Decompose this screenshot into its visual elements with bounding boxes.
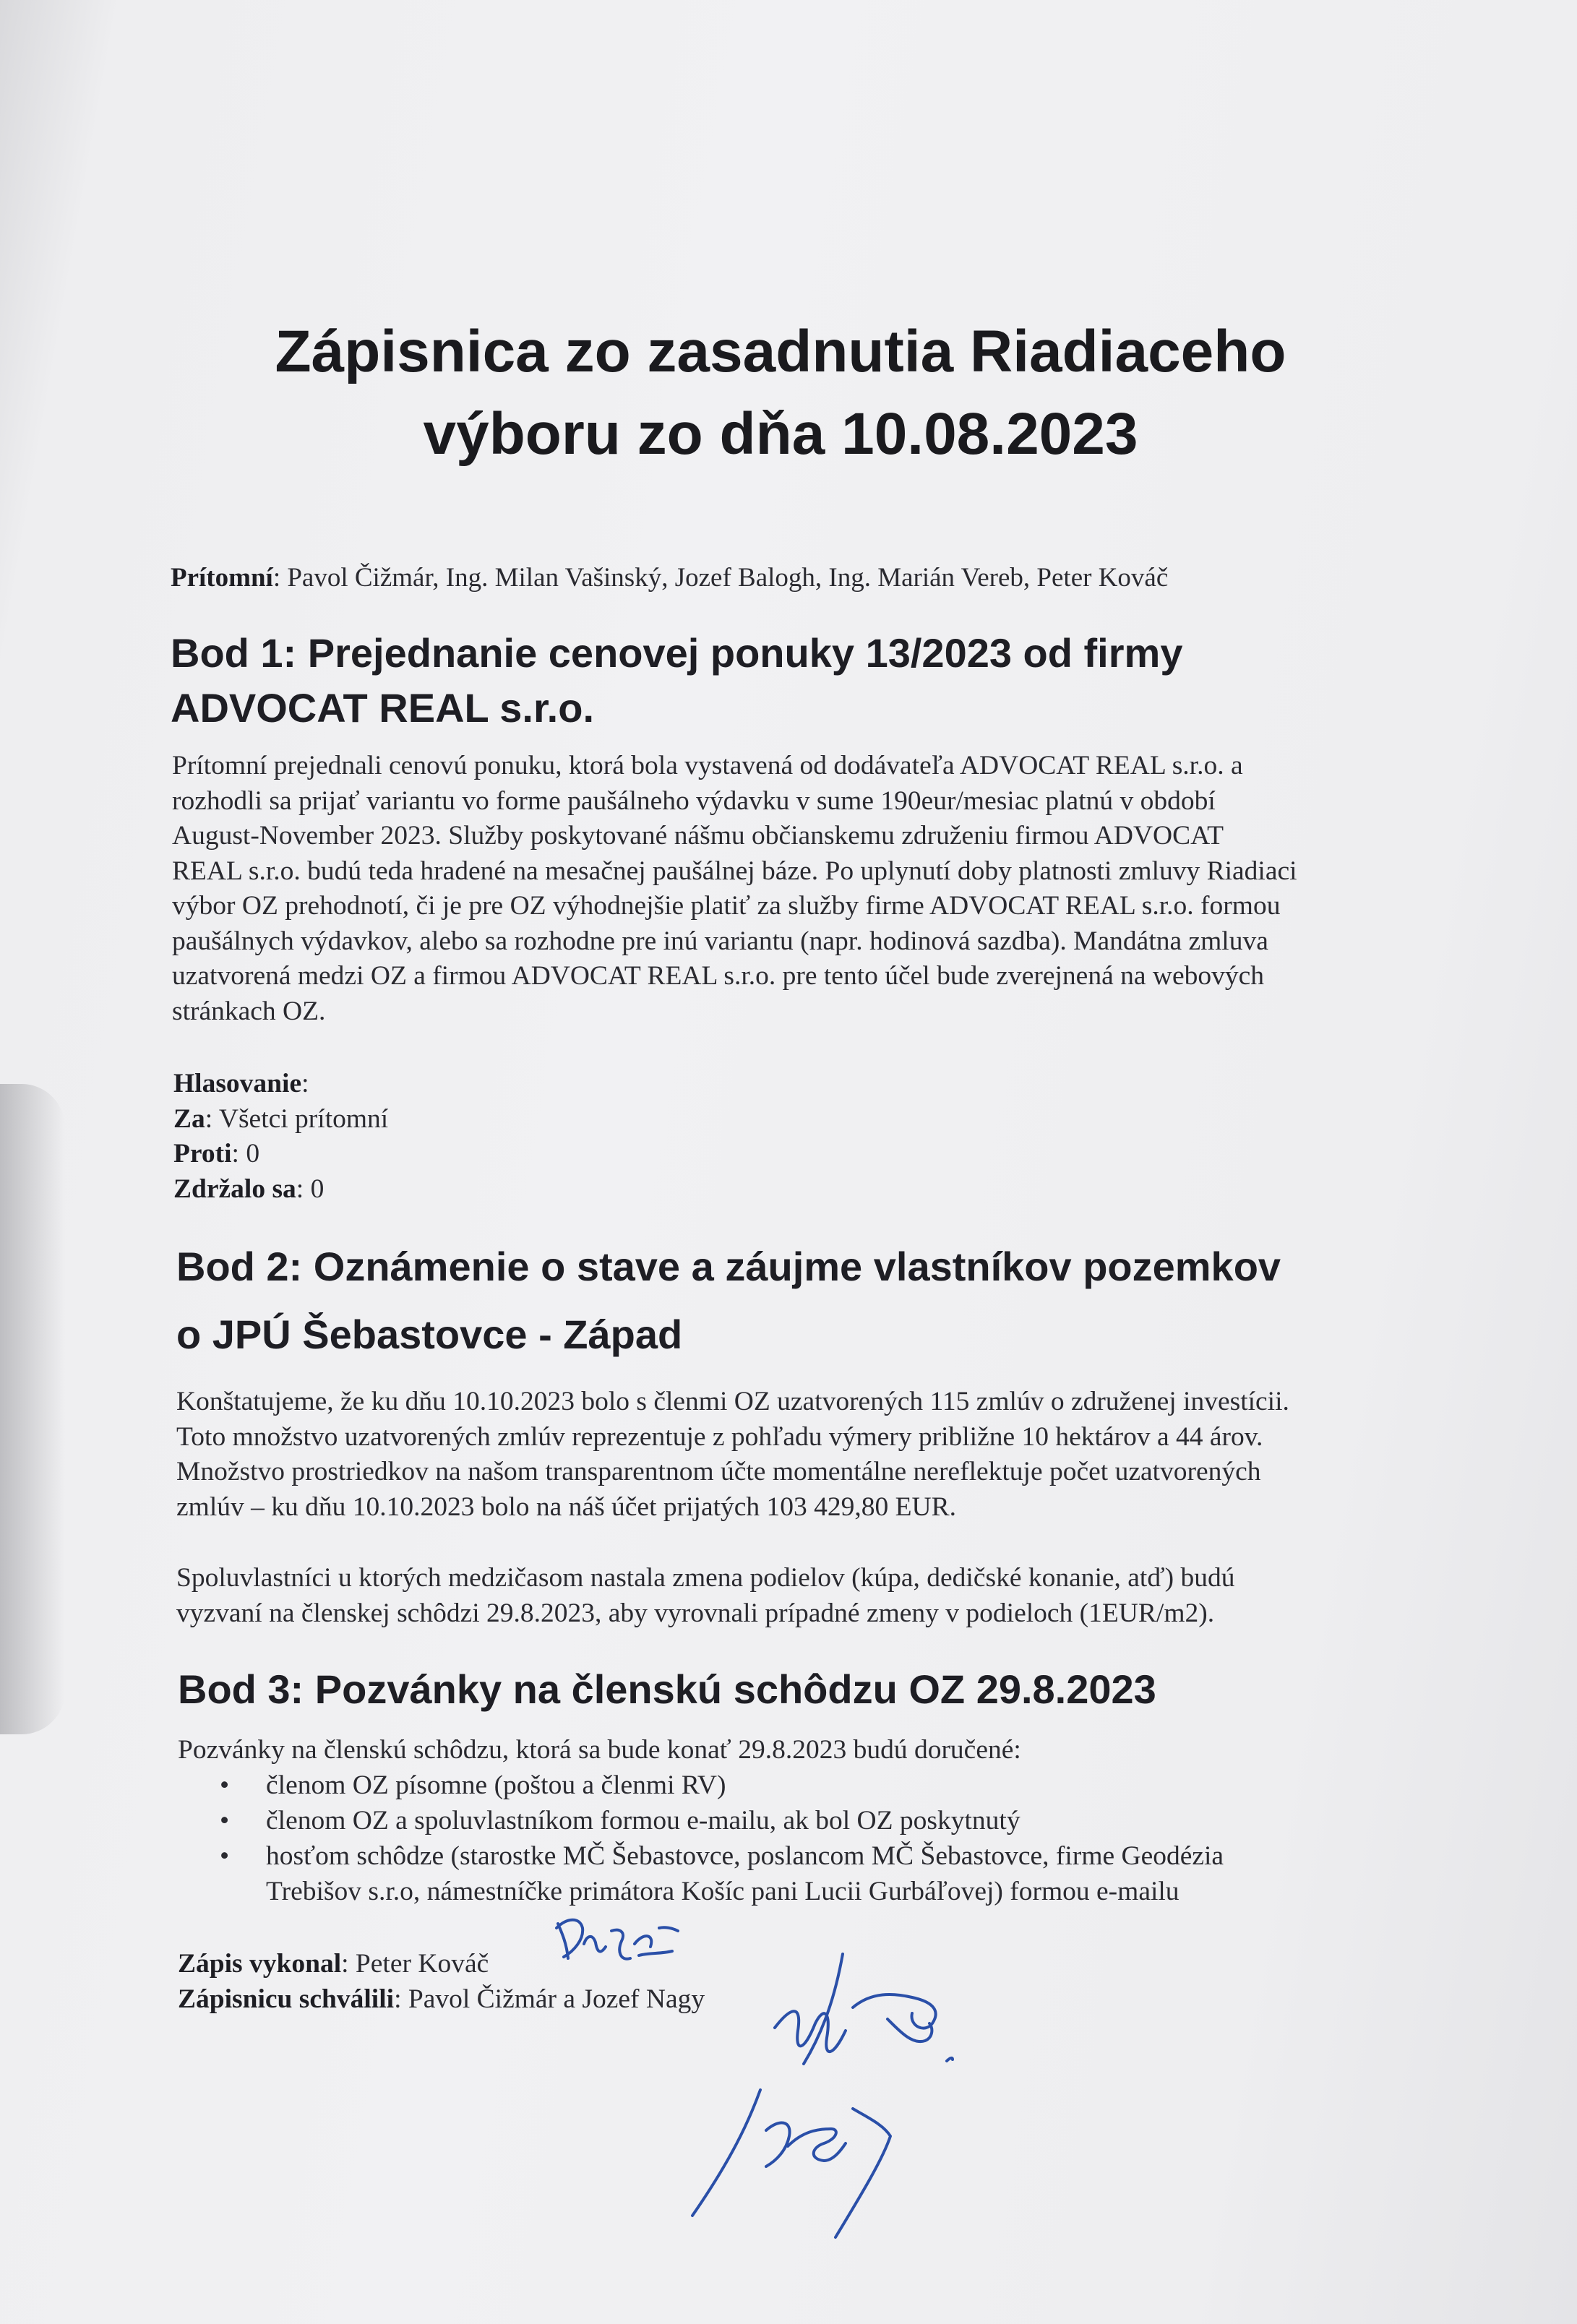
approved-by-value: : Pavol Čižmár a Jozef Nagy — [394, 1984, 705, 2014]
paragraph-line: stránkach OZ. — [172, 996, 326, 1026]
paragraph-line: uzatvorená medzi OZ a firmou ADVOCAT REAL s.r.o. pre tento účel bude zverejnená na webových — [172, 961, 1264, 991]
paragraph-line: zmlúv – ku dňu 10.10.2023 bolo na náš účet prijatých 103 429,80 EUR. — [176, 1492, 957, 1522]
vote-for-value: : Všetci prítomní — [205, 1103, 389, 1134]
list-item-text-line-1: hosťom schôdze (starostke MČ Šebastovce, poslancom MČ Šebastovce, firme Geodézia — [266, 1841, 1224, 1871]
paragraph-line: vyzvaní na členskej schôdzi 29.8.2023, aby vyrovnali prípadné zmeny v podieloch (1EUR/m2). — [176, 1598, 1215, 1628]
voting-colon: : — [301, 1069, 309, 1098]
paragraph-line: rozhodli sa prijať variantu vo forme paušálneho výdavku v sume 190eur/mesiac platnú v období — [172, 786, 1216, 816]
bullet-icon: • — [220, 1770, 230, 1800]
vote-abstain-value: : 0 — [296, 1174, 325, 1204]
vote-for-label: Za — [173, 1103, 205, 1134]
bullet-icon: • — [220, 1806, 230, 1835]
paragraph-line: REAL s.r.o. budú teda hradené na mesačnej paušálnej báze. Po uplynutí doby platnosti zmluvy Riadiaci — [172, 856, 1297, 886]
point-3-heading: Bod 3: Pozvánky na členskú schôdzu OZ 29.8.2023 — [178, 1666, 1156, 1712]
point-1-heading-line-2: ADVOCAT REAL s.r.o. — [171, 685, 595, 731]
paragraph-line: Prítomní prejednali cenovú ponuku, ktorá bola vystavená od dodávateľa ADVOCAT REAL s.r.o. a — [172, 751, 1243, 780]
paragraph-line: paušálnych výdavkov, alebo sa rozhodne pre inú variantu (napr. hodinová sazdba). Mandátna zmluva — [172, 926, 1268, 956]
attendees-label: Prítomní — [171, 563, 273, 593]
vote-against-value: : 0 — [231, 1139, 260, 1169]
point-2-heading-line-1: Bod 2: Oznámenie o stave a záujme vlastníkov pozemkov — [176, 1244, 1281, 1289]
paragraph-line: Spoluvlastníci u ktorých medzičasom nastala zmena podielov (kúpa, dedičské konanie, atď) budú — [176, 1563, 1235, 1593]
point-3-intro: Pozvánky na členskú schôdzu, ktorá sa bude konať 29.8.2023 budú doručené: — [178, 1735, 1021, 1765]
vote-against-label: Proti — [173, 1139, 232, 1169]
point-2-heading-line-2: o JPÚ Šebastovce - Západ — [176, 1312, 683, 1357]
voting-label: Hlasovanie — [173, 1069, 302, 1098]
bullet-icon: • — [220, 1841, 230, 1871]
paragraph-line: výbor OZ prehodnotí, či je pre OZ výhodnejšie platiť za služby firme ADVOCAT REAL s.r.o. formou — [172, 891, 1281, 921]
attendees-names: : Pavol Čižmár, Ing. Milan Vašinský, Jozef Balogh, Ing. Marián Vereb, Peter Kováč — [272, 563, 1169, 593]
paragraph-line: Konštatujeme, že ku dňu 10.10.2023 bolo s členmi OZ uzatvorených 115 zmlúv o združenej investícii. — [176, 1387, 1289, 1416]
title-line-2: výboru zo dňa 10.08.2023 — [423, 401, 1138, 467]
approved-by-label: Zápisnicu schválili — [178, 1984, 395, 2014]
paragraph-line: August-November 2023. Služby poskytované nášmu občianskemu združeniu firmou ADVOCAT — [172, 821, 1224, 851]
point-1-heading-line-1: Bod 1: Prejednanie cenovej ponuky 13/2023 od firmy — [171, 630, 1183, 676]
vote-abstain-label: Zdržalo sa — [173, 1174, 296, 1204]
paragraph-line: Toto množstvo uzatvorených zmlúv reprezentuje z pohľadu výmery približne 10 hektárov a 44 árov. — [176, 1421, 1263, 1452]
list-item-text: členom OZ písomne (poštou a členmi RV) — [266, 1770, 726, 1800]
signature-nagy — [692, 2090, 890, 2237]
list-item-text: členom OZ a spoluvlastníkom formou e-mailu, ak bol OZ poskytnutý — [266, 1806, 1020, 1835]
signature-ink — [557, 1920, 953, 2237]
list-item-text-line-2: Trebišov s.r.o, námestníčke primátora Košíc pani Lucii Gurbáľovej) formou e-mailu — [266, 1877, 1179, 1906]
recorded-by-label: Zápis vykonal — [178, 1949, 342, 1979]
signature-cizmar — [775, 1954, 953, 2064]
title-line-1: Zápisnica zo zasadnutia Riadiaceho — [275, 319, 1286, 384]
recorded-by-value: : Peter Kováč — [341, 1949, 489, 1979]
signature-kovac — [557, 1920, 678, 1959]
paragraph-line: Množstvo prostriedkov na našom transparentnom účte momentálne nereflektuje počet uzatvorených — [176, 1457, 1261, 1486]
